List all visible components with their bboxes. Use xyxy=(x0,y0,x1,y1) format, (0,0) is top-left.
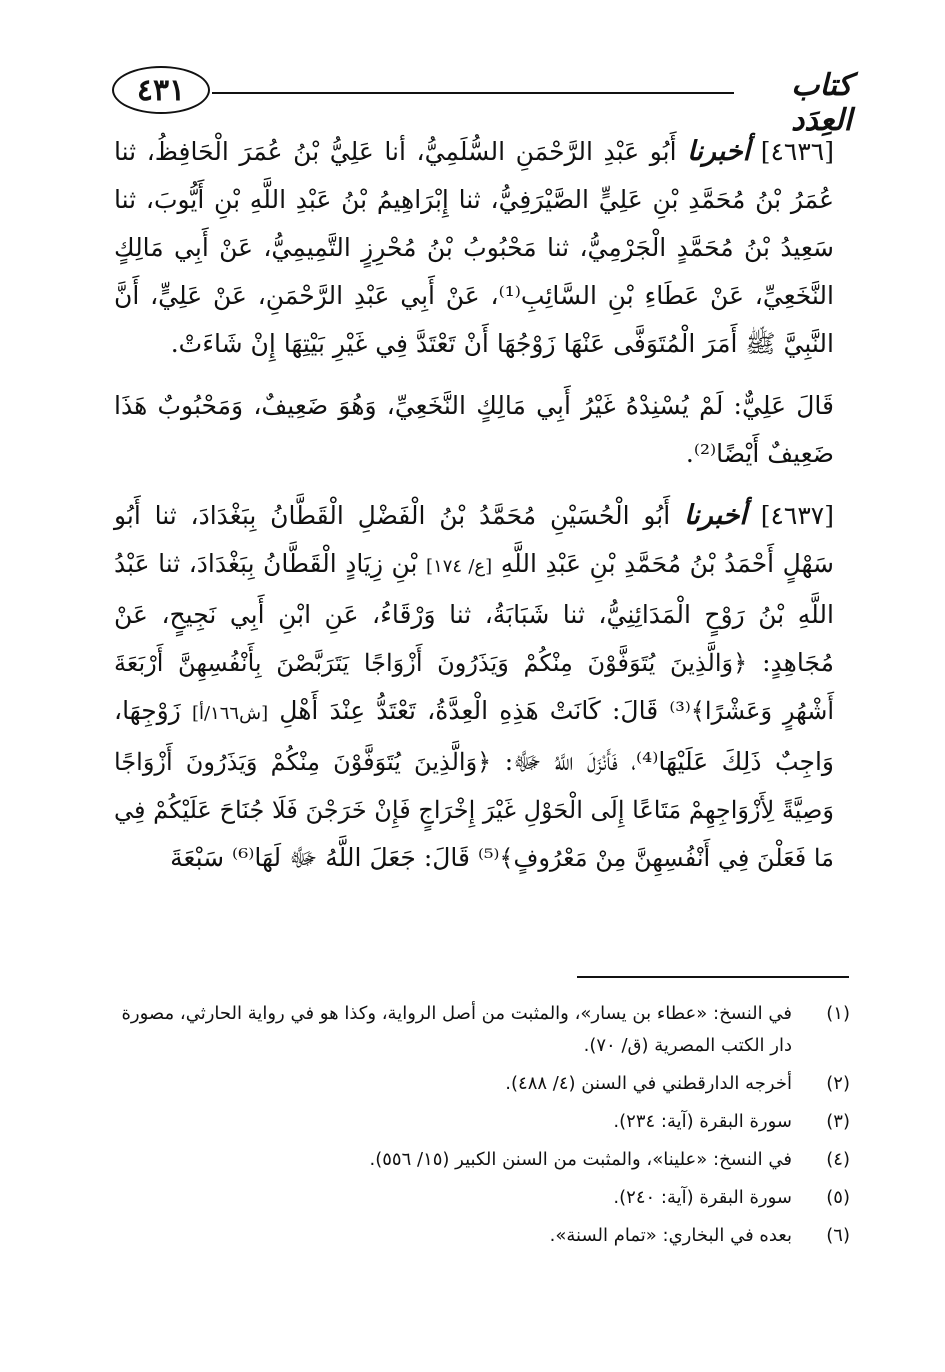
footnote-number: (٦) xyxy=(826,1225,850,1246)
hadith-number: [٤٦٣٧] xyxy=(760,501,834,530)
footnote xyxy=(114,1144,850,1176)
manuscript-reference: [ع/ ١٧٤] xyxy=(426,556,493,577)
hadith-text: أَبُو الْحُسَيْنِ مُحَمَّدُ بْنُ الْفَضْلِ الْقَطَّانُ بِبَغْدَادَ، ثنا أَبُو سَهْلٍ أَحْمَدُ بْنُ مُحَمَّدِ بْنِ عَبْدِ اللَّهِ xyxy=(114,501,835,578)
footnote-number: (٥) xyxy=(826,1187,850,1208)
footnote-number: (١) xyxy=(826,1003,850,1024)
footnote-number: (٤) xyxy=(826,1149,850,1170)
hadith-text: زَوْجِهَا، وَاجِبٌ ذَلِكَ عَلَيْهَا⁽⁴⁾، فَأَنْزَلَ اللَّهُ ﷻ: xyxy=(114,696,834,776)
footnote-text: في النسخ: «عطاء بن يسار»، والمثبت من أصل الرواية، وكذا هو في رواية الحارثي، مصورة دار الكتب المصرية (ق/ ٧٠). xyxy=(121,1003,792,1056)
footnote xyxy=(114,1106,850,1138)
footnote xyxy=(114,1182,850,1214)
manuscript-reference: [ش١٦٦/أ] xyxy=(192,703,269,724)
footnote-text: سورة البقرة (آية: ٢٤٠). xyxy=(613,1187,792,1208)
hadith-text: أَبُو عَبْدِ الرَّحْمَنِ السُّلَمِيُّ، أنا عَلِيُّ بْنُ عُمَرَ الْحَافِظُ، ثنا عُمَرُ بْنُ مُحَمَّدِ بْنِ عَلِيٍّ الصَّيْرَفِيُّ، ثنا إِبْرَاهِيمُ بْنُ عَبْدِ اللَّهِ بْنِ أَيُّوبَ، ثنا سَعِيدُ بْنُ مُحَمَّدٍ الْجَرْمِيُّ، ثنا مَحْبُوبُ بْنُ مُحْرِزٍ التَّمِيمِيُّ، عَنْ أَبِي مَالِكٍ النَّخَعِيِّ، عَنْ عَطَاءِ بْنِ السَّائِبِ⁽¹⁾، عَنْ أَبِي عَبْدِ الرَّحْمَنِ، عَنْ عَلِيٍّ، أَنَّ النَّبِيَّ ﷺ أَمَرَ الْمُتَوَفَّى عَنْهَا زَوْجُهَا أَنْ تَعْتَدَّ فِي غَيْرِ بَيْتِهَا إِنْ شَاءَتْ. xyxy=(114,137,834,358)
hadith-4637 xyxy=(114,492,834,882)
hadith-text: بْنِ زِيَادٍ الْقَطَّانُ بِبَغْدَادَ، ثنا عَبْدُ اللَّهِ بْنُ رَوْحٍ الْمَدَائِنِيُّ، ثنا شَبَابَةُ، ثنا وَرْقَاءُ، عَنِ ابْنِ أَبِي نَجِيحٍ، عَنْ مُجَاهِدٍ: xyxy=(114,549,834,677)
footnote-text: في النسخ: «علينا»، والمثبت من السنن الكبير (١٥/ ٥٥٦). xyxy=(369,1149,792,1170)
footnote-separator xyxy=(577,976,849,978)
footnotes xyxy=(114,998,850,1258)
hadith-number: [٤٦٣٦] xyxy=(760,137,834,166)
footnote xyxy=(114,1068,850,1100)
akhbarana-word: أخبرنا xyxy=(683,500,747,531)
footnote-text: أخرجه الدارقطني في السنن (٤/ ٤٨٨). xyxy=(505,1073,792,1094)
quran-quote: ﴿وَالَّذِينَ يُتَوَفَّوْنَ مِنْكُمْ وَيَذَرُونَ أَزْوَاجًا يَتَرَبَّصْنَ بِأَنْفُسِهِنَّ أَرْبَعَةَ أَشْهُرٍ وَعَشْرًا﴾⁽³⁾ xyxy=(114,649,835,725)
header-rule xyxy=(212,92,734,94)
footnote-text: سورة البقرة (آية: ٢٣٤). xyxy=(613,1111,792,1132)
hadith-4636 xyxy=(114,128,834,368)
akhbarana-word: أخبرنا xyxy=(687,136,751,167)
main-text xyxy=(114,128,834,896)
hadith-4636-comment: قَالَ عَلِيٌّ: لَمْ يُسْنِدْهُ غَيْرُ أَبِي مَالِكٍ النَّخَعِيِّ، وَهُوَ ضَعِيفٌ، وَمَحْبُوبٌ هَذَا ضَعِيفٌ أَيْضًا⁽²⁾. xyxy=(114,391,834,468)
running-title: كتاب العِدَد xyxy=(790,68,852,138)
footnote-text: بعده في البخاري: «تمام السنة». xyxy=(549,1225,792,1246)
footnote xyxy=(114,1220,850,1252)
page-number: ٤٣١ xyxy=(112,66,210,114)
page-header xyxy=(112,66,852,138)
hadith-text: قَالَ: جَعَلَ اللَّهُ ﷻ لَهَا⁽⁶⁾ سَبْعَةَ xyxy=(170,843,470,872)
footnote xyxy=(114,998,850,1062)
footnote-number: (٢) xyxy=(826,1073,850,1094)
quran-quote: ﴿وَالَّذِينَ يُتَوَفَّوْنَ مِنْكُمْ وَيَذَرُونَ أَزْوَاجًا وَصِيَّةً لِأَزْوَاجِهِمْ مَتَاعًا إِلَى الْحَوْلِ غَيْرَ إِخْرَاجٍ فَإِنْ خَرَجْنَ فَلَا جُنَاحَ عَلَيْكُمْ فِي مَا فَعَلْنَ فِي أَنْفُسِهِنَّ مِنْ مَعْرُوفٍ﴾⁽⁵⁾ xyxy=(114,748,834,872)
footnote-number: (٣) xyxy=(826,1111,850,1132)
hadith-text: قَالَ: كَانَتْ هَذِهِ الْعِدَّةُ، تَعْتَدُّ عِنْدَ أَهْلِ xyxy=(279,696,659,725)
